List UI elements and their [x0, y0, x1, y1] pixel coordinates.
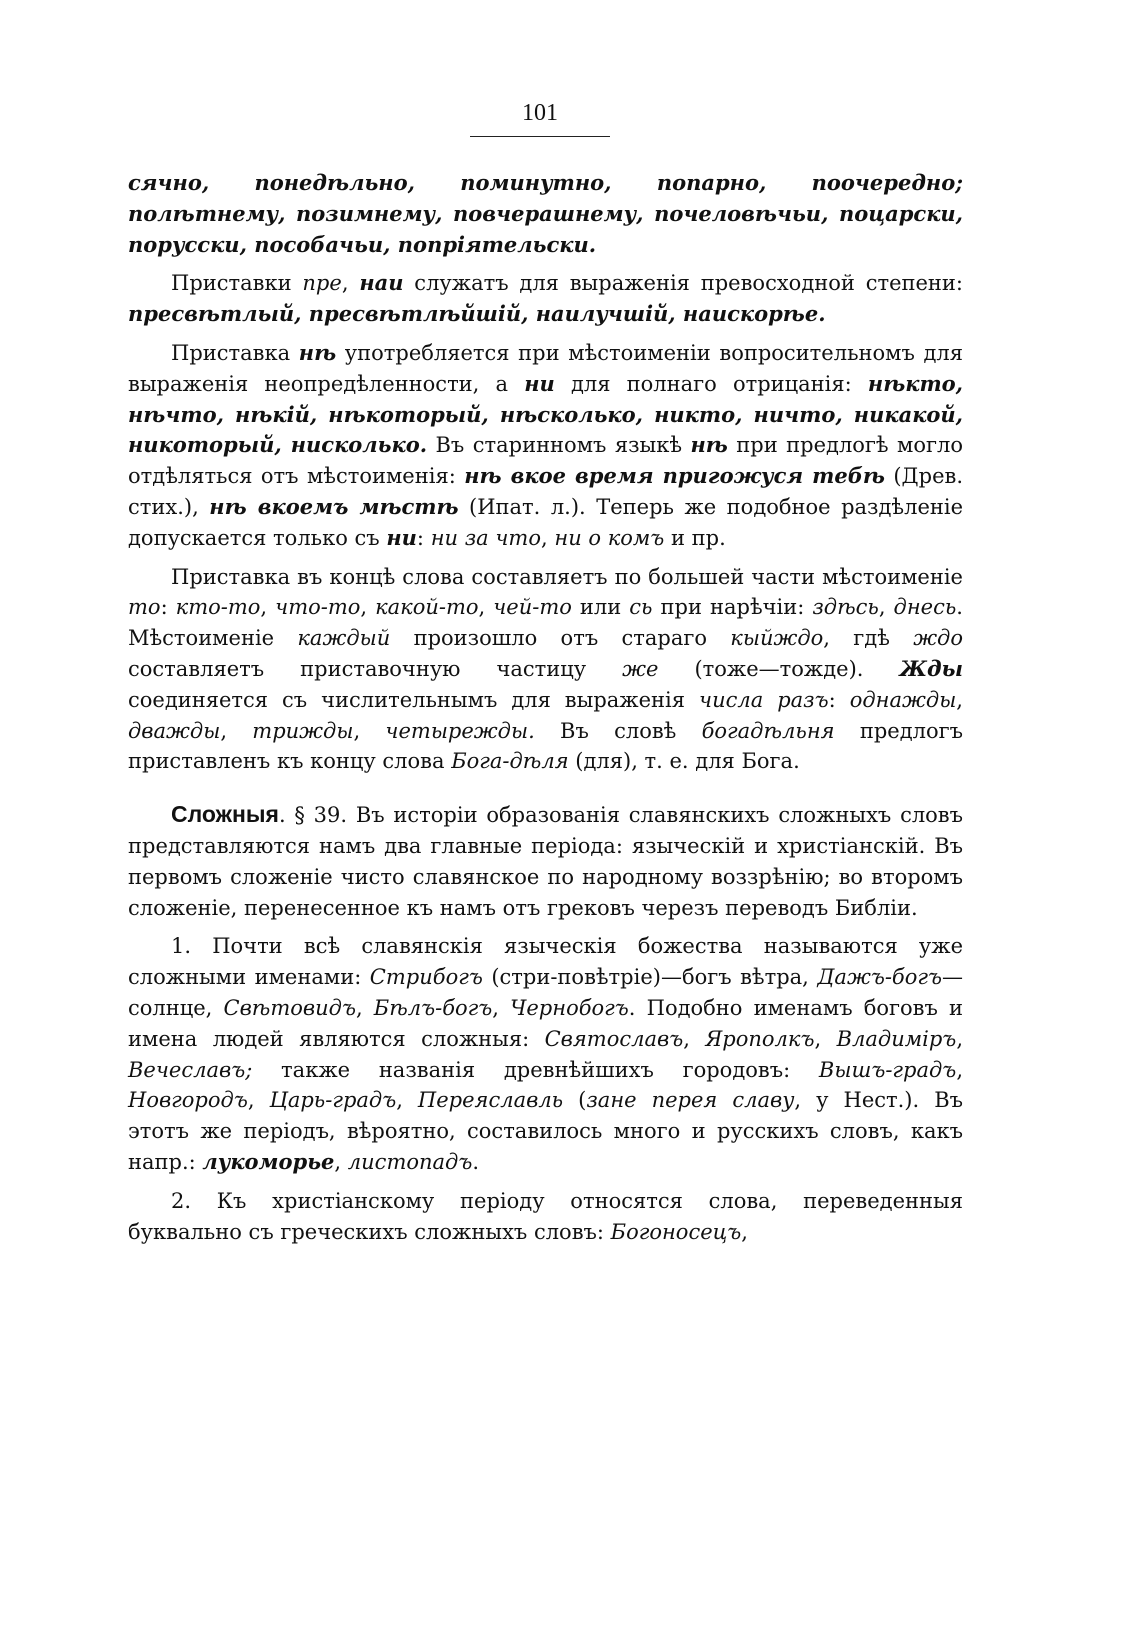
emphasized-term: нѣкто, нѣчто, нѣкій, нѣкоторый, нѣсколько, никто, ничто, никакой, никоторый, нисколько.	[128, 370, 963, 458]
text-run: ,	[956, 1026, 963, 1051]
italic-term: Святославъ	[544, 1026, 684, 1051]
text-run: (Ипат. л.). Теперь же подобное раздѣленіе допускается только съ	[128, 494, 964, 550]
emphasized-term: ни	[386, 524, 417, 550]
text-run: при предлогѣ могло отдѣляться отъ мѣстоименія:	[128, 433, 963, 489]
text-run: употребляется при мѣстоименіи вопросительномъ для выраженія неопредѣленности, а	[128, 340, 963, 396]
italic-term: листопадъ	[347, 1149, 473, 1174]
text-run: или	[571, 595, 630, 620]
italic-term: Переяславль	[417, 1088, 564, 1113]
header-rule	[470, 136, 610, 137]
italic-term: Царь-градъ	[269, 1088, 397, 1113]
text-run: ,	[478, 595, 494, 620]
text-run: и пр.	[664, 525, 726, 550]
italic-term: Свѣтовидъ	[223, 995, 356, 1020]
text-run: ,	[260, 595, 276, 620]
text-run: произошло отъ стараго	[390, 626, 731, 651]
emphasized-term: наи	[359, 270, 404, 296]
page-number: 101	[522, 100, 558, 126]
italic-term: Чернобогъ	[510, 995, 629, 1020]
emphasized-term: нѣ	[298, 339, 337, 365]
italic-term: кыйждо	[730, 626, 824, 651]
text-run: . Подобно именамъ боговъ и имена людей являются сложныя:	[128, 995, 963, 1051]
text-run: (тоже—тожде).	[658, 656, 900, 681]
italic-term: Бѣлъ-богъ	[373, 995, 493, 1020]
paragraph	[128, 931, 963, 1177]
text-run: Приставка	[171, 340, 299, 365]
emphasized-term: нѣ вкое время пригожуся тебѣ	[464, 463, 885, 489]
italic-term: что-то	[275, 595, 361, 620]
text-run: ,	[353, 718, 386, 743]
italic-term: ждо	[913, 626, 964, 651]
italic-term: ни за что	[430, 525, 541, 550]
text-run: .	[472, 1149, 480, 1174]
text-run: , гдѣ	[823, 626, 914, 651]
text-run: Въ словѣ	[534, 718, 702, 743]
text-run: ,	[541, 525, 555, 550]
text-run: . § 39. Въ исторіи образованія славянскихъ сложныхъ словъ представляются намъ два главные періода: языческій и христіанскій. Въ первомъ сложеніе чисто славянское по народному воззрѣнію; во второмъ сложеніе, перенесенное къ намъ отъ грековъ черезъ переводъ Библіи.	[128, 803, 963, 920]
text-run: :	[828, 687, 850, 712]
page-body	[128, 168, 963, 1255]
paragraph	[128, 268, 963, 330]
text-run: :	[160, 595, 176, 620]
text-run: для полнаго отрицанія:	[554, 371, 868, 396]
text-run: (	[563, 1088, 587, 1113]
text-run: ,	[360, 595, 376, 620]
text-run: ,	[683, 1026, 706, 1051]
text-run: (для), т. е. для Бога.	[568, 749, 800, 774]
text-run: также названія древнѣйшихъ городовъ:	[252, 1057, 819, 1082]
text-run: Въ старинномъ языкѣ	[427, 433, 691, 458]
italic-term: какой-то	[375, 595, 479, 620]
italic-term: числа разъ	[699, 687, 829, 712]
text-run: Приставка въ концѣ слова составляетъ по большей части мѣстоименіе	[171, 564, 963, 589]
italic-term: Дажъ-богъ	[817, 965, 942, 990]
emphasized-term: пресвѣтлый, пресвѣтлѣйшій, наилучшій, наискорѣе.	[128, 301, 826, 327]
italic-term: днесь	[893, 595, 957, 620]
italic-term: кто-то	[175, 595, 261, 620]
text-run: ,	[956, 1057, 963, 1082]
italic-term: богадѣльня	[701, 718, 835, 743]
italic-term: каждый	[297, 626, 391, 651]
italic-term: трижды	[252, 718, 354, 743]
italic-term: зане перея славу	[586, 1088, 795, 1113]
text-run: при нарѣчіи:	[652, 595, 813, 620]
italic-term: Ярополкъ	[705, 1026, 815, 1051]
paragraph	[128, 168, 963, 260]
paragraph	[128, 1186, 963, 1248]
emphasized-term: нѣ	[690, 432, 728, 458]
italic-term: Владиміръ	[836, 1026, 957, 1051]
text-run: ,	[334, 1149, 348, 1174]
text-run: (стри-повѣтріе)—богъ вѣтра,	[482, 965, 818, 990]
italic-term: же	[622, 656, 659, 681]
paragraph	[128, 338, 963, 554]
text-run: 2. Къ христіанскому періоду относятся слова, переведенныя буквально съ греческихъ сложныхъ словъ:	[128, 1188, 963, 1244]
italic-term: дважды	[128, 718, 221, 743]
italic-term: Стрибогъ	[369, 965, 483, 990]
italic-term: однажды	[849, 687, 957, 712]
text-run: ,	[355, 995, 374, 1020]
text-run: составляетъ приставочную частицу	[128, 656, 623, 681]
text-run: ,	[247, 1088, 270, 1113]
section-heading: Сложныя	[171, 801, 279, 828]
text-run: ,	[220, 718, 253, 743]
emphasized-term: Жды	[899, 655, 963, 681]
text-run: ,	[741, 1219, 748, 1244]
text-run: :	[416, 525, 431, 550]
paragraph	[128, 799, 963, 923]
italic-term: здѣсь	[812, 595, 879, 620]
italic-term: Вечеславъ;	[128, 1057, 253, 1082]
italic-term: чей-то	[493, 595, 572, 620]
emphasized-term: лукоморье	[202, 1148, 335, 1174]
italic-term: четырежды.	[385, 718, 535, 743]
text-run: ,	[492, 995, 511, 1020]
italic-term: то	[128, 595, 161, 620]
text-run: ,	[878, 595, 894, 620]
italic-term: Богоносецъ	[610, 1219, 742, 1244]
text-run: . Мѣстоименіе	[128, 595, 963, 651]
text-run: предлогъ приставленъ къ концу слова	[128, 718, 963, 774]
text-run: ,	[956, 687, 963, 712]
paragraph	[128, 562, 963, 778]
text-run: —солнце,	[128, 965, 963, 1020]
text-run: соединяется съ числительнымъ для выраженія	[128, 687, 699, 712]
text-run: Приставки	[171, 271, 303, 296]
text-run: служатъ для выраженія превосходной степени:	[403, 271, 963, 296]
text-run: ,	[396, 1088, 418, 1113]
italic-term: Бога-дѣля	[451, 749, 569, 774]
text-run: ,	[341, 271, 360, 296]
italic-term: Вышъ-градъ	[818, 1057, 957, 1082]
emphasized-term: ни	[524, 370, 555, 396]
text-run: ,	[814, 1026, 837, 1051]
text-run: , у Нест.). Въ этотъ же періодъ, вѣроятно, составилось много и русскихъ словъ, какъ напр.:	[128, 1088, 963, 1174]
italic-term: пре	[302, 271, 342, 296]
emphasized-term: сячно, понедѣльно, поминутно, попарно, поочередно; полѣтнему, позимнему, повчерашнему, почеловѣчьи, поцарски, порусски, пособачьи, попріятельски.	[128, 170, 963, 257]
emphasized-term: нѣ вкоемъ мѣстѣ	[209, 493, 459, 519]
italic-term: Новгородъ	[128, 1088, 248, 1113]
text-run: (Древ. стих.),	[128, 464, 964, 519]
italic-term: сь	[629, 595, 653, 620]
text-run: 1. Почти всѣ славянскія языческія божества называются уже сложными именами:	[128, 934, 963, 990]
italic-term: ни о комъ	[554, 525, 665, 550]
